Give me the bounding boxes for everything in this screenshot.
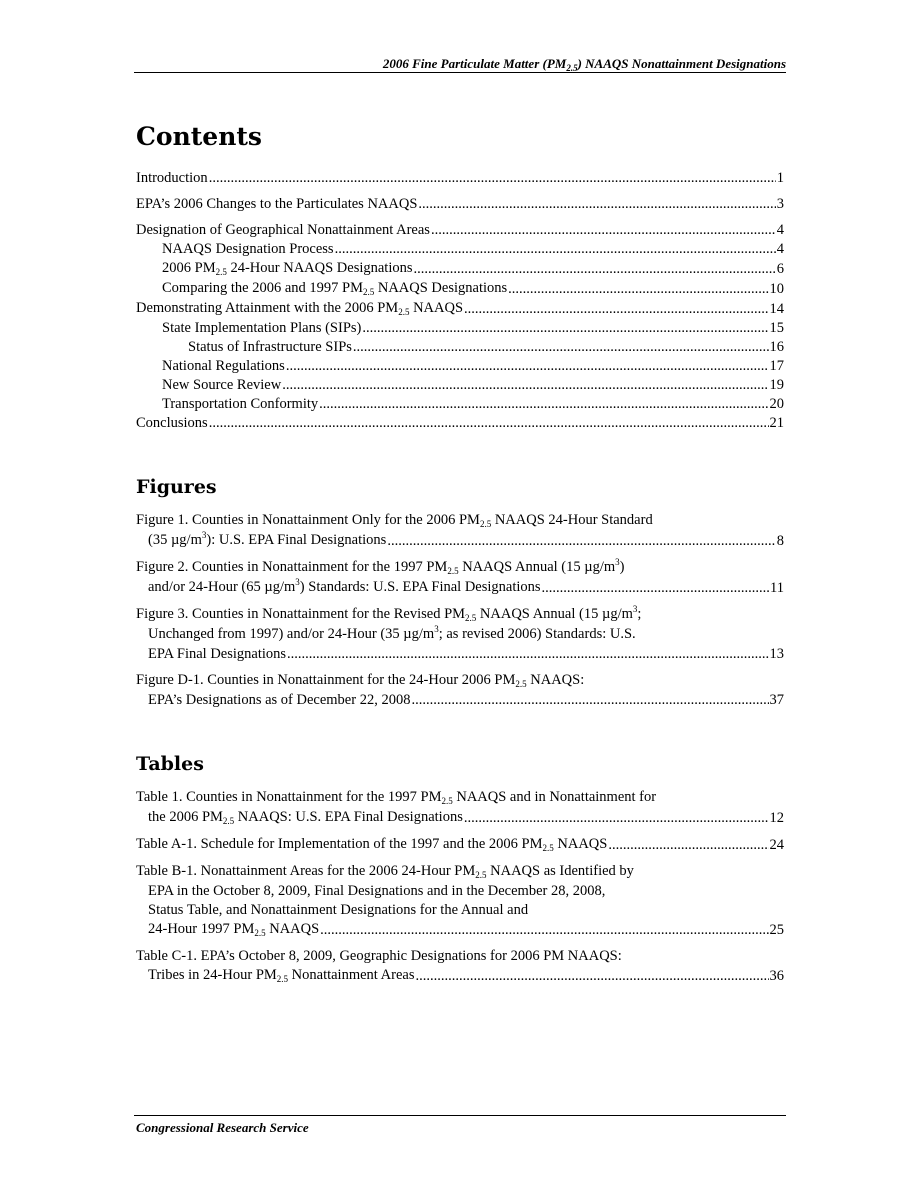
- figure-entry[interactable]: [136, 558, 784, 598]
- figure-entry-line: EPA Final Designations: [148, 646, 287, 662]
- figures-section: [136, 476, 784, 710]
- tables-list: [136, 788, 784, 986]
- header-rule: [134, 72, 786, 73]
- figure-entry-page: 8: [776, 533, 784, 549]
- toc-entry-title: Comparing the 2006 and 1997 $PM_{2.5}$ NAAQS Designations: [162, 280, 508, 297]
- table-entry-line: EPA in the October 8, 2009, Final Designations and in the December 28, 2008,: [148, 883, 606, 899]
- toc-entry-title: Transportation Conformity: [162, 396, 319, 412]
- toc-entry-title: Introduction: [136, 170, 208, 186]
- toc-entry[interactable]: [136, 279, 784, 299]
- table-entry-line: Status Table, and Nonattainment Designations for the Annual and: [148, 902, 529, 918]
- toc-entry-page: 6: [776, 261, 784, 277]
- toc-entry-page: 3: [776, 196, 784, 212]
- figure-entry-line: (35 $\mu g/m^3$): U.S. EPA Final Designations: [148, 530, 387, 548]
- table-entry[interactable]: [136, 788, 784, 828]
- toc-entry[interactable]: [136, 195, 784, 214]
- toc-entry-title: New Source Review: [162, 377, 282, 393]
- toc-entry[interactable]: [136, 240, 784, 259]
- toc-entry-title: National Regulations: [162, 358, 285, 374]
- table-entry-line: Table B-1. Nonattainment Areas for the 2006 24-Hour $PM_{2.5}$ NAAQS as Identified by: [136, 863, 634, 880]
- figures-heading: Figures: [136, 476, 217, 498]
- toc-entry-title: NAAQS Designation Process: [162, 241, 334, 257]
- figure-entry[interactable]: [136, 511, 784, 551]
- toc-entry[interactable]: [136, 414, 784, 433]
- toc-entry-page: 14: [769, 301, 784, 317]
- figure-entry-line: and/or 24-Hour (65 $\mu g/m^3$) Standards: U.S. EPA Final Designations: [148, 577, 541, 595]
- toc-entry-page: 19: [769, 377, 784, 393]
- table-entry-page: 25: [769, 922, 784, 938]
- table-entry[interactable]: [136, 835, 784, 855]
- toc-entry[interactable]: [136, 169, 784, 188]
- table-entry-line: Table 1. Counties in Nonattainment for the 1997 $PM_{2.5}$ NAAQS and in Nonattainment for: [136, 789, 657, 806]
- figure-entry-page: 11: [770, 580, 784, 596]
- running-footer: Congressional Research Service: [136, 1120, 309, 1135]
- toc-entry-title: 2006 $PM_{2.5}$ 24-Hour NAAQS Designations: [162, 260, 413, 277]
- toc-entry[interactable]: [136, 376, 784, 395]
- tables-section: [136, 753, 784, 986]
- toc-entry-page: 4: [776, 222, 784, 238]
- figure-entry-line: Figure 3. Counties in Nonattainment for the Revised $PM_{2.5}$ NAAQS Annual (15 $\mu g/m^3$;: [136, 604, 642, 623]
- table-entry-line: the 2006 $PM_{2.5}$ NAAQS: U.S. EPA Final Designations: [148, 809, 463, 826]
- toc-entry[interactable]: [136, 259, 784, 279]
- contents-heading: Contents: [136, 122, 263, 151]
- toc-entry-page: 1: [776, 170, 784, 186]
- figure-entry-page: 37: [769, 692, 784, 708]
- toc-entry[interactable]: [136, 299, 784, 319]
- figures-list: [136, 511, 784, 710]
- toc-entry-page: 4: [776, 241, 784, 257]
- figure-entry-line: Figure 2. Counties in Nonattainment for the 1997 $PM_{2.5}$ NAAQS Annual (15 $\mu g/m^3$): [136, 557, 625, 576]
- figure-entry-line: Figure 1. Counties in Nonattainment Only for the 2006 $PM_{2.5}$ NAAQS 24-Hour Standard: [136, 512, 653, 529]
- toc-entry-page: 10: [769, 281, 784, 297]
- toc-entry-title: Demonstrating Attainment with the 2006 $PM_{2.5}$ NAAQS: [136, 300, 464, 317]
- toc-entry[interactable]: [136, 338, 784, 357]
- table-entry-page: 24: [769, 837, 784, 853]
- toc-entry-title: Conclusions: [136, 415, 208, 431]
- toc-entry-page: 20: [769, 396, 784, 412]
- tables-heading: Tables: [136, 753, 204, 775]
- table-entry-page: 36: [769, 968, 784, 984]
- table-entry-line: Tribes in 24-Hour $PM_{2.5}$ Nonattainment Areas: [148, 967, 415, 984]
- toc-content: [136, 122, 784, 986]
- figure-entry-line: Figure D-1. Counties in Nonattainment for the 24-Hour 2006 $PM_{2.5}$ NAAQS:: [136, 672, 585, 689]
- table-entry-line: Table C-1. EPA’s October 8, 2009, Geographic Designations for 2006 PM NAAQS:: [136, 948, 622, 964]
- figure-entry-line: EPA’s Designations as of December 22, 2008: [148, 692, 411, 708]
- toc-entry-page: 17: [769, 358, 784, 374]
- toc-entry-page: 15: [769, 320, 784, 336]
- table-entry-page: 12: [769, 810, 784, 826]
- table-entry-line: Table A-1. Schedule for Implementation of the 1997 and the 2006 $PM_{2.5}$ NAAQS: [136, 836, 608, 853]
- table-entry[interactable]: [136, 947, 784, 986]
- figure-entry-page: 13: [769, 646, 784, 662]
- toc-entry-page: 16: [769, 339, 784, 355]
- footer-rule: [134, 1115, 786, 1116]
- toc-entry-page: 21: [769, 415, 784, 431]
- toc-entry-title: Status of Infrastructure SIPs: [188, 339, 352, 355]
- toc-entry-title: Designation of Geographical Nonattainment Areas: [136, 222, 430, 238]
- toc-entry-title: EPA’s 2006 Changes to the Particulates NAAQS: [136, 196, 418, 212]
- toc-entry[interactable]: [136, 319, 784, 338]
- figure-entry[interactable]: [136, 671, 784, 710]
- contents-section: [136, 122, 784, 433]
- table-entry-line: 24-Hour 1997 $PM_{2.5}$ NAAQS: [148, 921, 320, 938]
- table-entry[interactable]: [136, 862, 784, 940]
- toc-entry[interactable]: [136, 395, 784, 414]
- figure-entry[interactable]: [136, 605, 784, 664]
- toc-entry-title: State Implementation Plans (SIPs): [162, 320, 362, 336]
- figure-entry-line: Unchanged from 1997) and/or 24-Hour (35 $\mu g/m^3$; as revised 2006) Standards: U.S.: [148, 624, 636, 642]
- toc-entry[interactable]: [136, 357, 784, 376]
- running-header: 2006 Fine Particulate Matter $(PM_{2.5})$ NAAQS Nonattainment Designations: [382, 56, 786, 73]
- toc-entry[interactable]: [136, 221, 784, 240]
